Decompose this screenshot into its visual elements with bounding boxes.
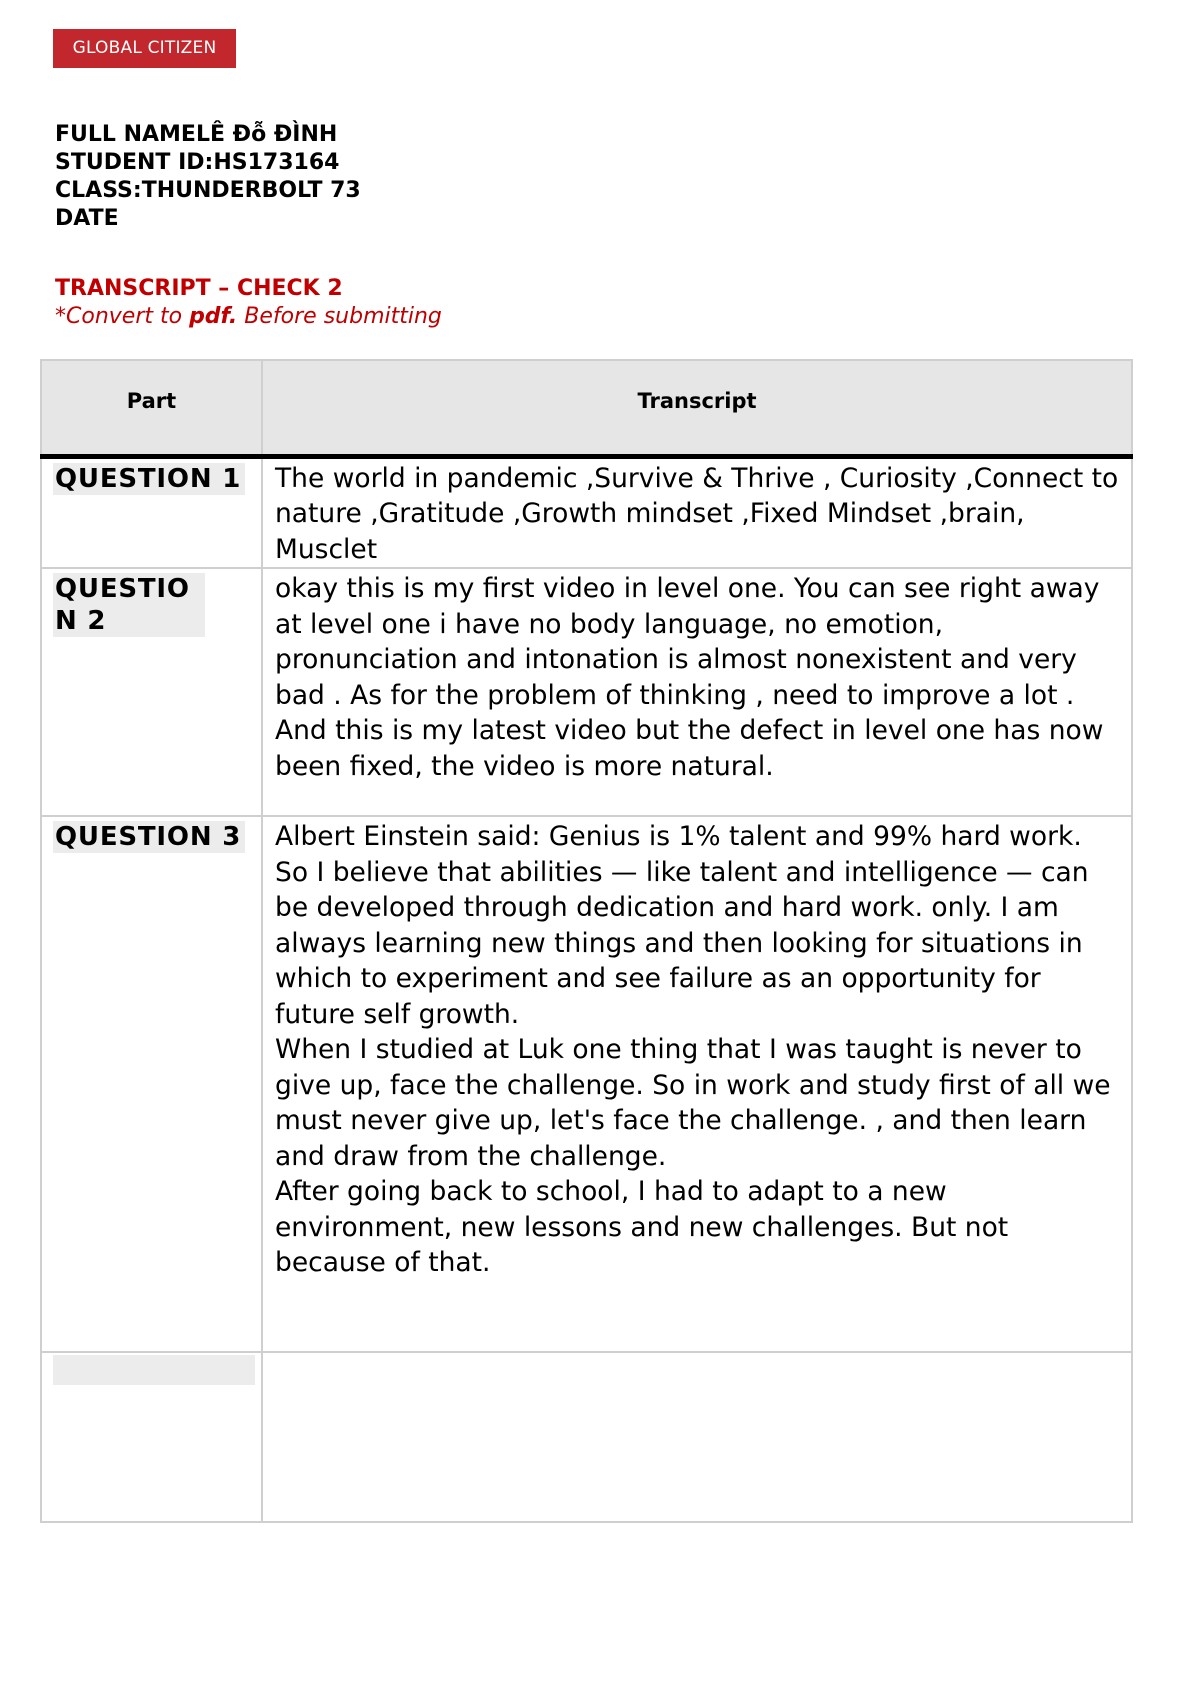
- date-label: DATE: [55, 206, 119, 231]
- global-citizen-logo: GLOBAL CITIZEN: [53, 29, 236, 68]
- answer-paragraph: After going back to school, I had to adapt to a new environment, new lessons and new challenges. But not because of that.: [275, 1176, 1009, 1278]
- student-info: [55, 121, 361, 233]
- transcript-cell: [262, 1352, 1132, 1522]
- table-row: [41, 568, 1132, 816]
- transcript-cell: [262, 568, 1132, 816]
- document-heading: [55, 275, 442, 331]
- answer-paragraph: okay this is my first video in level one. You can see right away at level one i have no body language, no emotion, pronunciation and intonation is almost nonexistent and very bad . As for the problem of thinking , need to improve a lot .: [275, 573, 1100, 711]
- answer-paragraph: And this is my latest video but the defect in level one has now been fixed, the video is more natural.: [275, 715, 1104, 782]
- part-cell: [41, 456, 262, 568]
- answer-text: [263, 817, 1131, 1281]
- answer-paragraph: When I studied at Luk one thing that I was taught is never to give up, face the challenge. So in work and study first of all we must never give up, let's face the challenge. , and then learn and draw from the challenge.: [275, 1034, 1111, 1172]
- question-label: QUESTION 1: [53, 463, 245, 495]
- transcript-table: [40, 359, 1133, 1523]
- submission-note: [55, 303, 442, 331]
- part-cell: [41, 568, 262, 816]
- answer-paragraph: The world in pandemic ,Survive & Thrive , Curiosity ,Connect to nature ,Gratitude ,Growth mindset ,Fixed Mindset ,brain, Musclet: [275, 462, 1119, 565]
- header-transcript: Transcript: [262, 360, 1132, 456]
- transcript-cell: [262, 816, 1132, 1352]
- transcript-cell: [262, 456, 1132, 568]
- answer-text: [263, 569, 1131, 784]
- note-prefix: *Convert to: [55, 304, 190, 329]
- student-id: STUDENT ID:HS173164: [55, 150, 340, 175]
- document-title: TRANSCRIPT – CHECK 2: [55, 276, 343, 301]
- table-row: [41, 816, 1132, 1352]
- table-header-row: [41, 360, 1132, 456]
- question-label: QUESTION 3: [53, 821, 245, 853]
- full-name: FULL NAMELÊ Đỗ ĐÌNH: [55, 122, 338, 147]
- note-bold: pdf.: [189, 304, 238, 329]
- question-label: [53, 1355, 255, 1385]
- table-row: [41, 1352, 1132, 1522]
- note-suffix: Before submitting: [237, 304, 442, 329]
- part-cell: [41, 1352, 262, 1522]
- answer-text: [263, 459, 1131, 568]
- part-cell: [41, 816, 262, 1352]
- question-label: QUESTION 2: [53, 573, 205, 637]
- answer-paragraph: Albert Einstein said: Genius is 1% talent and 99% hard work. So I believe that abilities — like talent and intelligence — can be developed through dedication and hard work. only. I am always learning new things and then looking for situations in which to experiment and see failure as an opportunity for future self growth.: [275, 821, 1089, 1030]
- header-part: Part: [41, 360, 262, 456]
- class-name: CLASS:THUNDERBOLT 73: [55, 178, 361, 203]
- table-row: [41, 456, 1132, 568]
